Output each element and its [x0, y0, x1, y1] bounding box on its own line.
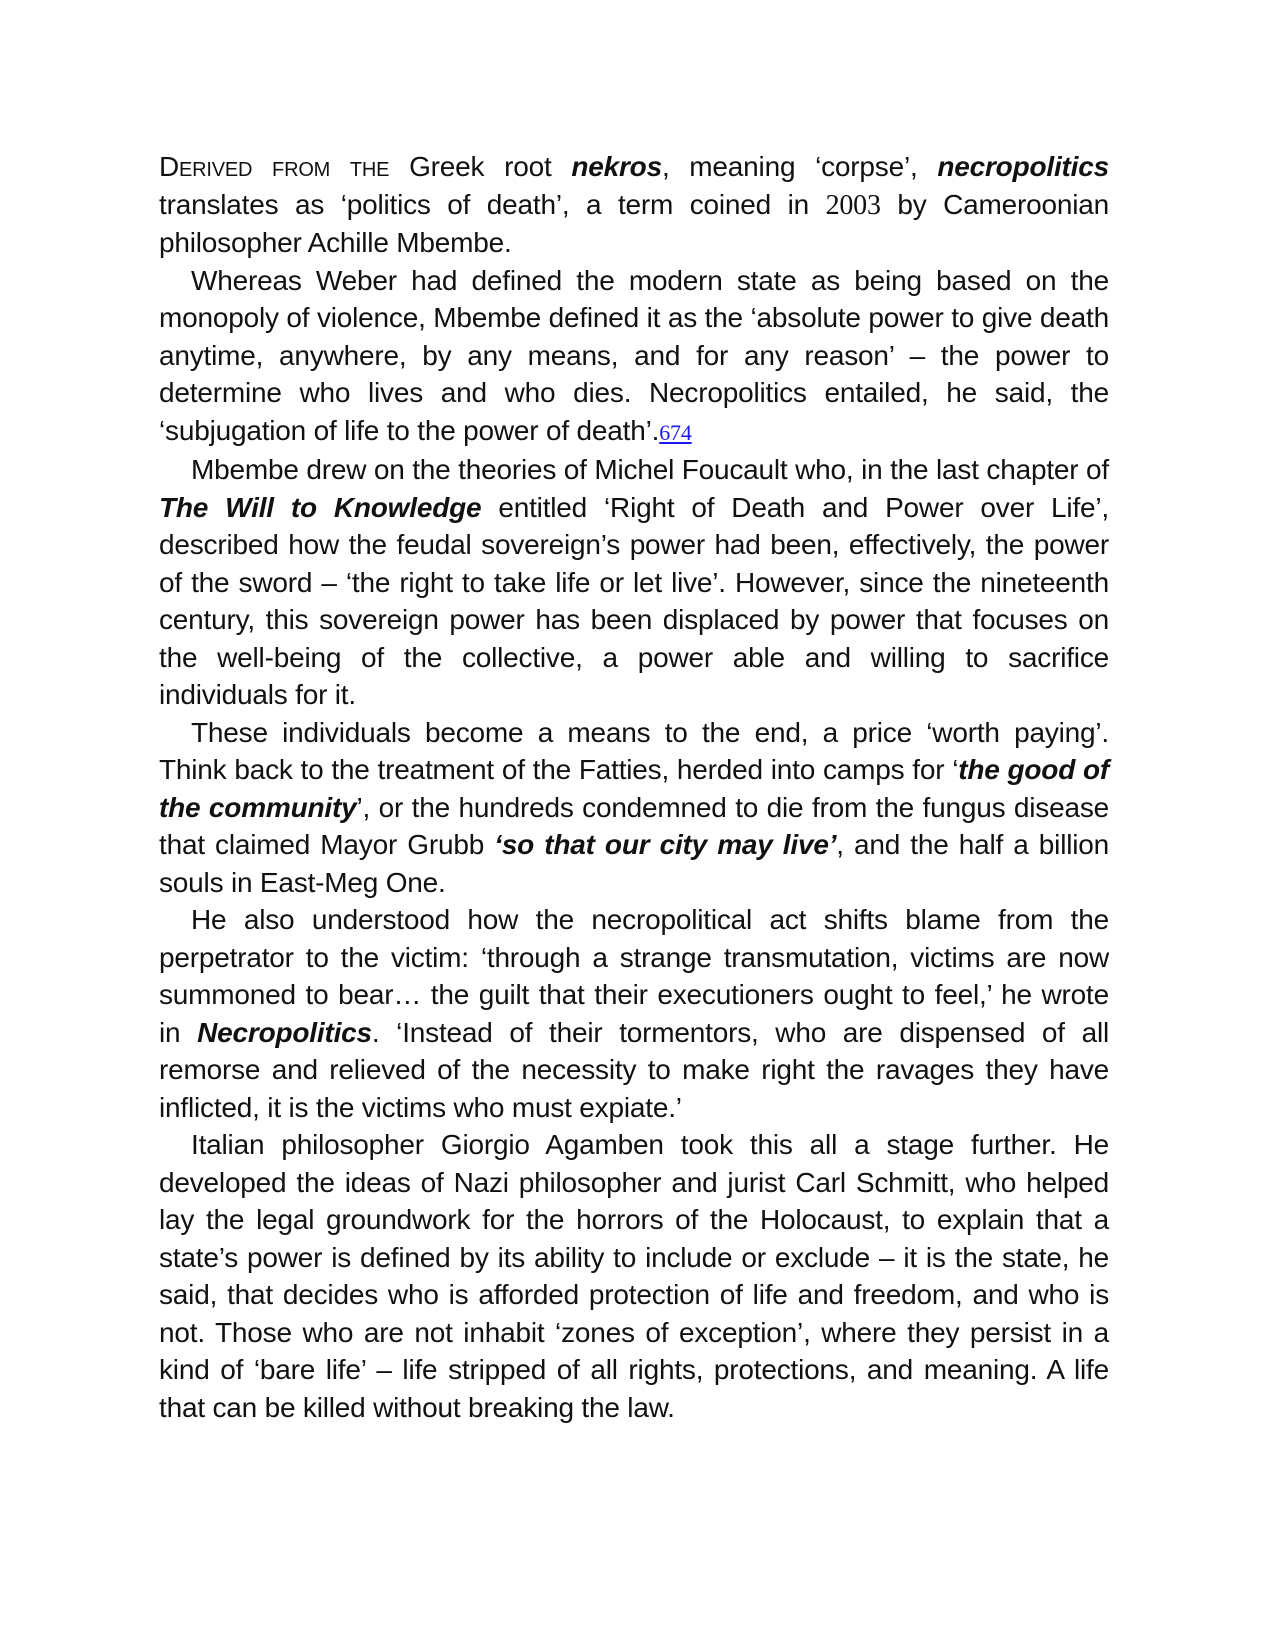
- text-run: ’, or the hundreds condemned to die from the fungus disease that claimed Mayor Grubb: [159, 791, 1110, 860]
- emphasis-necropolitics-title: Necropolitics: [197, 1016, 372, 1048]
- text-run: He also understood how the necropolitical act shifts blame from the perpetrator to the victim: ‘through a strange transmutation, victims are now summoned to bear… the guilt that their executioners ought to feel,’ he wrote in: [159, 904, 1109, 1048]
- text-run: Greek root: [389, 151, 572, 182]
- text-run: translates as ‘politics of death’, a term coined in: [159, 188, 826, 220]
- text-run: , and the half a billion souls in East-Meg One.: [159, 829, 1109, 898]
- paragraph-6: [159, 1126, 1109, 1426]
- body-text: [159, 148, 1109, 1426]
- text-run: Mbembe drew on the theories of Michel Foucault who, in the last chapter of: [191, 454, 1109, 485]
- emphasis-good-of-community: the good of the community: [159, 754, 1109, 823]
- paragraph-3: [159, 451, 1109, 714]
- emphasis-city-may-live: ‘so that our city may live’: [494, 829, 837, 860]
- footnote-link[interactable]: 674: [659, 419, 692, 445]
- text-run: , meaning ‘corpse’,: [661, 151, 938, 182]
- paragraph-1: [159, 148, 1109, 262]
- emphasis-necropolitics: necropolitics: [937, 151, 1109, 182]
- paragraph-5: [159, 901, 1109, 1126]
- text-run: entitled ‘Right of Death and Power over Life’, described how the feudal sovereign’s power had been, effectively, the power of the sword – ‘the right to take life or let live’. However, since the nineteenth century, this sovereign power has been displaced by power that focuses on the well-being of the collective, a power able and willing to sacrifice individuals for it.: [159, 491, 1110, 710]
- text-run: Italian philosopher Giorgio Agamben took this all a stage further. He developed the ideas of Nazi philosopher and jurist Carl Schmitt, who helped lay the legal groundwork for the horrors of the Holocaust, to explain that a state’s power is defined by its ability to include or exclude – it is the state, he said, that decides who is afforded protection of life and freedom, and who is not. Those who are not inhabit ‘zones of exception’, where they persist in a kind of ‘bare life’ – life stripped of all rights, protections, and meaning. A life that can be killed without breaking the law.: [159, 1129, 1109, 1423]
- year-number: 2003: [825, 189, 881, 221]
- text-run: by Cameroonian philosopher Achille Mbembe.: [159, 188, 1109, 258]
- text-run: These individuals become a means to the end, a price ‘worth paying’. Think back to the treatment of the Fatties, herded into camps for ‘: [159, 716, 1109, 785]
- emphasis-nekros: nekros: [571, 151, 662, 182]
- lead-in-smallcaps: Derived from the: [159, 151, 390, 182]
- text-run: . ‘Instead of their tormentors, who are dispensed of all remorse and relieved of the necessity to make right the ravages they have inflicted, it is the victims who must expiate.’: [159, 1016, 1109, 1123]
- text-run: Whereas Weber had defined the modern state as being based on the monopoly of violence, Mbembe defined it as the ‘absolute power to give death anytime, anywhere, by any means, and for any reason’ – the power to determine who lives and who dies. Necropolitics entailed, he said, the ‘subjugation of life to the power of death’.: [159, 264, 1109, 446]
- emphasis-book-title: The Will to Knowledge: [159, 491, 482, 523]
- paragraph-2: [159, 262, 1109, 452]
- paragraph-4: [159, 714, 1109, 902]
